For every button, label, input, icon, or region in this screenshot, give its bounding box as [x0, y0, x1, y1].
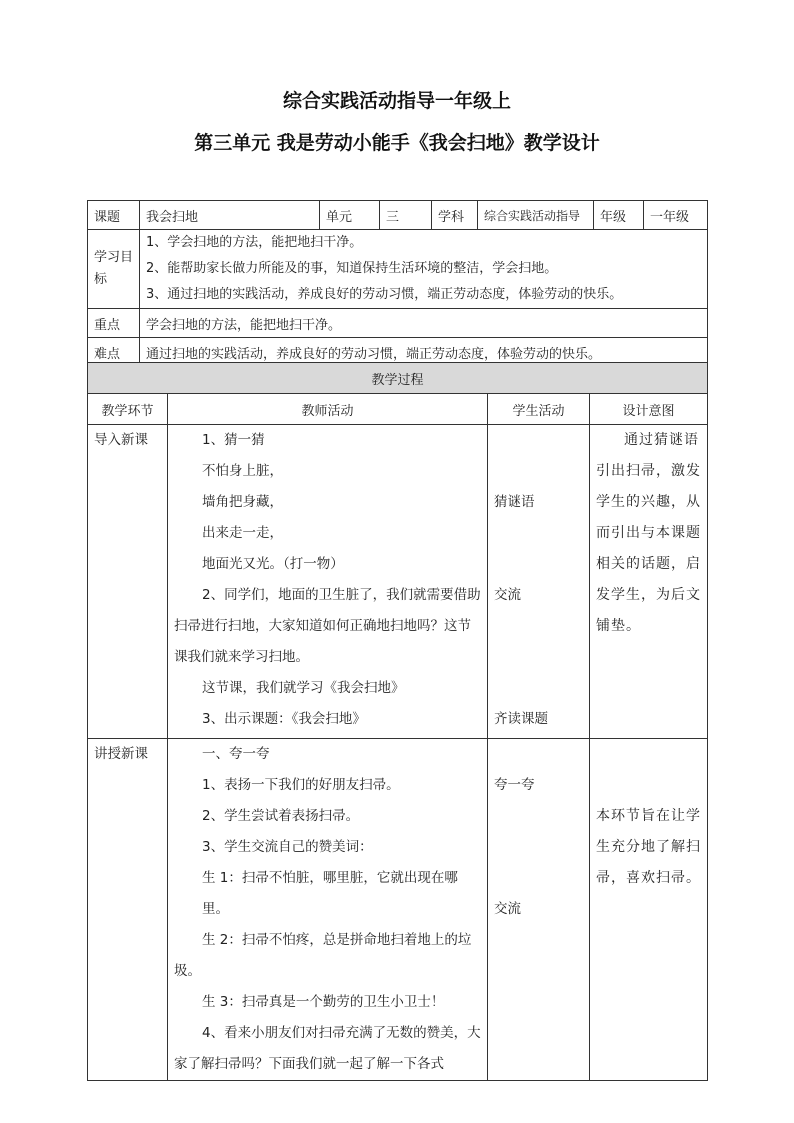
label-topic: 课题: [88, 201, 140, 230]
stage-teach: 讲授新课: [88, 739, 168, 1081]
header-student: 学生活动: [488, 394, 590, 425]
header-stage: 教学环节: [88, 394, 168, 425]
stage-intro: 导入新课: [88, 425, 168, 739]
grade-value: 一年级: [644, 201, 708, 230]
intent-teach: 本环节旨在让学生充分地了解扫帚，喜欢扫帚。: [590, 739, 708, 1081]
label-difficulty: 难点: [88, 338, 140, 367]
goal-item: 2、能帮助家长做力所能及的事，知道保持生活环境的整洁，学会扫地。: [146, 261, 558, 276]
teacher-intro: 1、猜一猜 不怕身上脏， 墙角把身藏， 出来走一走， 地面光又光。（打一物） 2、同学们，地面的卫生脏了，我们就需要借助扫帚进行扫地，大家知道如何正确地扫地吗？这节课我们就来学习扫地。 这节课，我们就学习《我会扫地》 3、出示课题：《我会扫地》: [168, 425, 488, 739]
document-subtitle: 第三单元 我是劳动小能手《我会扫地》教学设计: [194, 132, 600, 154]
document-title: 综合实践活动指导一年级上: [282, 90, 511, 112]
label-key: 重点: [88, 309, 140, 338]
goals-list: [140, 230, 708, 309]
goal-item: 1、学会扫地的方法，能把地扫干净。: [146, 235, 363, 250]
label-subject: 学科: [432, 201, 478, 230]
process-title: 教学过程: [88, 363, 708, 394]
student-intro: 猜谜语 交流 齐读课题: [488, 425, 590, 739]
student-teach: 夸一夸 交流: [488, 739, 590, 1081]
intent-intro: 通过猜谜语引出扫帚，激发学生的兴趣，从而引出与本课题相关的话题，启发学生，为后文铺垫。: [590, 425, 708, 739]
header-intent: 设计意图: [590, 394, 708, 425]
topic-value: 我会扫地: [140, 201, 320, 230]
label-grade: 年级: [594, 201, 644, 230]
subject-value: 综合实践活动指导: [478, 201, 594, 230]
label-unit: 单元: [320, 201, 380, 230]
label-goals: 学习目标: [88, 230, 140, 309]
info-table: [87, 200, 708, 367]
unit-value: 三: [380, 201, 432, 230]
key-value: 学会扫地的方法，能把地扫干净。: [140, 309, 708, 338]
header-teacher: 教师活动: [168, 394, 488, 425]
difficulty-value: 通过扫地的实践活动，养成良好的劳动习惯，端正劳动态度，体验劳动的快乐。: [140, 338, 708, 367]
goal-item: 3、通过扫地的实践活动，养成良好的劳动习惯，端正劳动态度，体验劳动的快乐。: [146, 287, 623, 302]
process-table: [87, 362, 708, 1081]
teacher-teach: 一、夸一夸 1、表扬一下我们的好朋友扫帚。 2、学生尝试着表扬扫帚。 3、学生交流自己的赞美词： 生 1：扫帚不怕脏，哪里脏，它就出现在哪里。 生 2：扫帚不怕疼，总是拼命地扫着地上的垃圾。 生 3：扫帚真是一个勤劳的卫生小卫士！ 4、看来小朋友们对扫帚充满了无数的赞美，大家了解扫帚吗？下面我们就一起了解一下各式: [168, 739, 488, 1081]
